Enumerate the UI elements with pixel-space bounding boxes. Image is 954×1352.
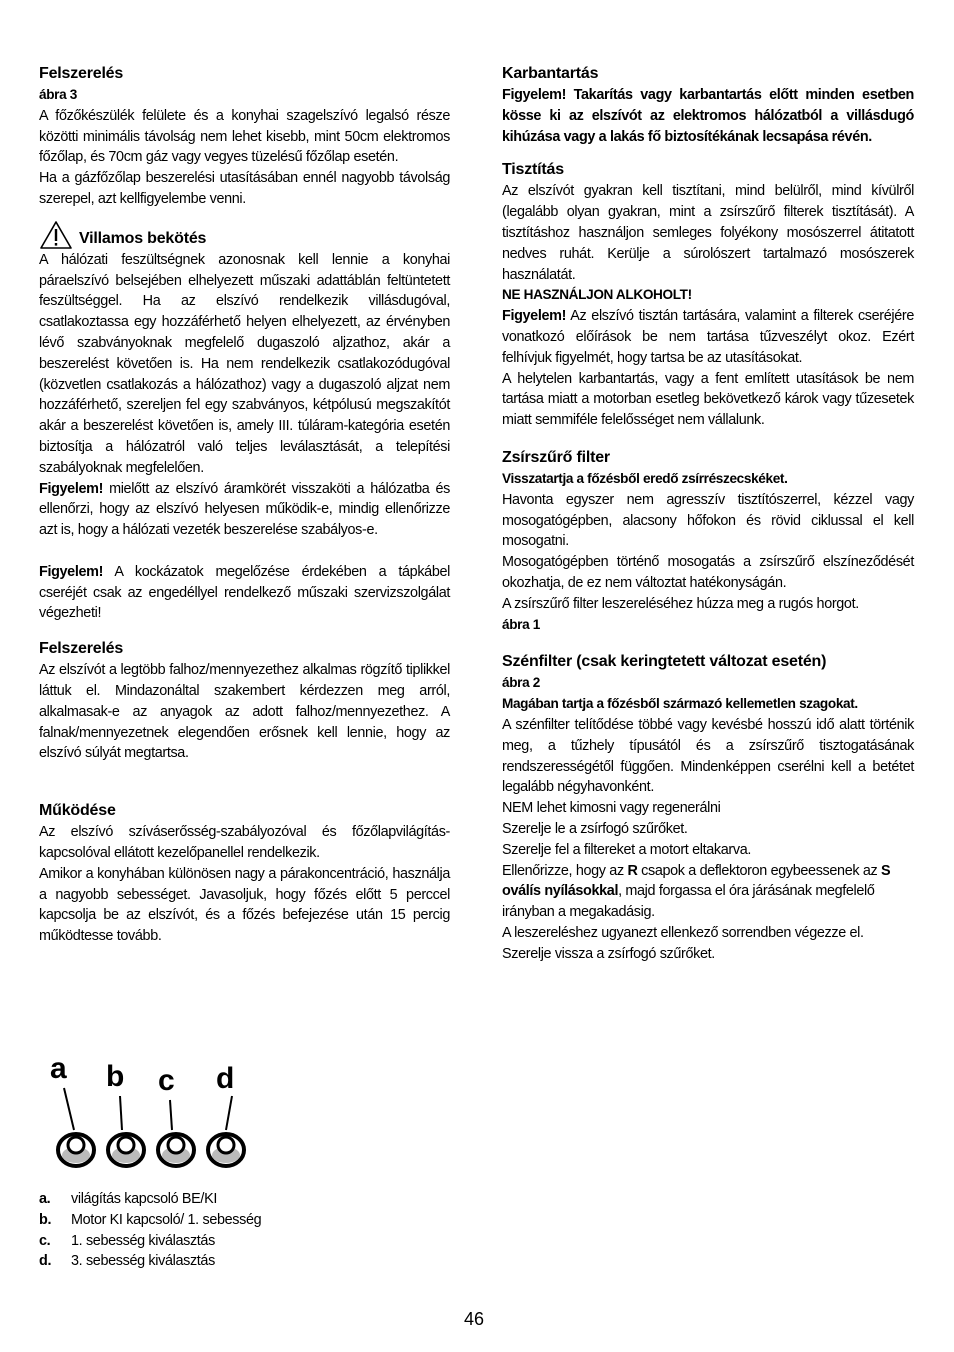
figure-label-d: d <box>216 1062 235 1095</box>
right-column <box>502 63 914 964</box>
legend-text: Motor KI kapcsoló/ 1. sebesség <box>71 1211 262 1228</box>
page-number: 46 <box>464 1309 485 1329</box>
section-title-operation: Működése <box>39 802 116 820</box>
warning-label: Figyelem! <box>39 480 104 497</box>
left-column <box>39 63 450 947</box>
warning-label: Figyelem! <box>39 563 104 580</box>
figure-legend <box>39 1189 339 1272</box>
alcohol-warning: NE HASZNÁLJON ALKOHOLT! <box>502 287 692 303</box>
legend-item <box>39 1210 339 1231</box>
electrical-heading <box>39 220 450 250</box>
figure-label-a: a <box>50 1052 67 1085</box>
text: Ellenőrizze, hogy az <box>502 862 628 879</box>
knob-d <box>208 1134 244 1166</box>
figure-ref: ábra 2 <box>502 675 540 691</box>
paragraph: A zsírszűrő filter leszereléséhez húzza meg a rugós horgot. <box>502 595 859 612</box>
warning-icon <box>39 220 73 250</box>
paragraph: A főzőkészülék felülete és a konyhai szagelszívó legalsó része közötti minimális távolság nem lehet kisebb, mint 50cm elektromos főzőlap, és 70cm gáz vagy vegyes tüzelésű főzőlap esetén. <box>39 107 450 166</box>
section-title-cleaning: Tisztítás <box>502 161 564 179</box>
paragraph <box>39 479 450 541</box>
figure-ref: ábra 3 <box>39 87 77 102</box>
paragraph: Havonta egyszer nem agresszív tisztítószerrel, kézzel vagy mosogatógépben, alacsony hőfokon és rövid ciklussal el kell mosogatni. <box>502 491 914 550</box>
paragraph: Ha a gázfőzőlap beszerelési utasításában ennél nagyobb távolság szerepel, azt kellfigyelembe venni. <box>39 170 450 207</box>
instruction-line: Szerelje le a zsírfogó szűrőket. <box>502 820 688 837</box>
paragraph: Az elszívót gyakran kell tisztítani, mind belülről, mind kívülről (legalább olyan gyakran, mint a zsírszűrő filterek tisztítását). A tisztításhoz használjon semleges folyékony mosószerrel átitatott nedves ruhát. Kerülje a súrolószert tartalmazó mosószerek használatát. <box>502 183 914 283</box>
legend-key: d. <box>39 1253 52 1270</box>
paragraph: A hálózati feszültségnek azonosnak kell lennie a konyhai páraelszívó belsejében elhelyezett műszaki adattáblán feltüntetett feszültséggel. Ha az elszívó rendelkezik villásdugóval, csatlakoztassa egy hozzáférhető helyen elhelyezett, az érvényben lévő szabványoknak megfelelő dugaszoló aljzathoz, akár a beszerelést követően is. Ha nem rendelkezik csatlakozódugóval (közvetlen csatlakozás a hálózathoz) vagy a dugaszoló aljzat nem hozzáférhető, szereljen fel egy szabványos, kétpólusú megszakítót akár a beszerelést követően is, amely III. túláram-kategória esetén biztosítja a hálózatról való teljes leválasztását, a telepítési szabályoknak megfelelően. <box>39 251 450 476</box>
legend-key: c. <box>39 1232 51 1249</box>
instruction-line: A leszereléshez ugyanezt ellenkező sorrendben végezze el. <box>502 924 864 941</box>
section-title-carbon-filter: Szénfilter (csak keringtetett változat esetén) <box>502 653 827 671</box>
section-title-maintenance: Karbantartás <box>502 65 599 82</box>
figure-ref: ábra 1 <box>502 616 540 632</box>
section-title-electrical: Villamos bekötés <box>79 229 207 247</box>
paragraph-text: A kockázatok megelőzése érdekében a tápkábel cseréjét csak az engedéllyel rendelkező műszaki szervizszolgálat végezheti! <box>39 563 450 622</box>
knob-a <box>58 1134 94 1166</box>
paragraph: Magában tartja a főzésből származó kellemetlen szagokat. <box>502 696 858 712</box>
paragraph: Amikor a konyhában különösen nagy a párakoncentráció, használja a nagyobb sebességet. Javasoljuk, hogy főzés előtt 5 perccel kapcsolja be az elszívót, és a főzés befejezése után 15 percig működtesse tovább. <box>39 865 450 945</box>
control-panel-figure <box>46 1052 252 1178</box>
section-title-installation: Felszerelés <box>39 65 124 82</box>
paragraph: A szénfilter telítődése többé vagy kevésbé hosszú idő alatt történik meg, a tűzhely típusától és a zsírszűrő tisztogatásának rendszerességétől függően. Mindenképpen cserélni kell a betétet legalább négyhavonként. <box>502 716 914 796</box>
paragraph-text: Az elszívó tisztán tartására, valamint a filterek cseréjére vonatkozó előírások be nem tartása tűzveszélyt okoz. Ezért felhívjuk figyelmét, hogy tartsa be az utasításokat. <box>502 308 914 366</box>
paragraph: Mosogatógépben történő mosogatás a zsírszűrő elszíneződését okozhatja, de ez nem változtat hatékonyságán. <box>502 554 914 591</box>
instruction-line: Szerelje fel a filtereket a motort eltakarva. <box>502 841 751 858</box>
legend-text: 3. sebesség kiválasztás <box>71 1253 215 1270</box>
instruction-line <box>502 861 914 923</box>
text: R <box>627 862 638 879</box>
legend-item <box>39 1251 339 1272</box>
section-title-grease-filter: Zsírszűrő filter <box>502 448 610 466</box>
figure-label-b: b <box>106 1060 125 1093</box>
text: S oválís nyílásokkal <box>502 862 891 900</box>
paragraph <box>502 306 914 368</box>
instruction-line: NEM lehet kimosni vagy regenerálni <box>502 800 721 817</box>
legend-item <box>39 1189 339 1210</box>
knob-b <box>108 1134 144 1166</box>
paragraph: Visszatartja a főzésből eredő zsírrészecskéket. <box>502 470 788 486</box>
figure-label-c: c <box>158 1064 175 1097</box>
legend-item <box>39 1231 339 1252</box>
paragraph: Az elszívót a legtöbb falhoz/mennyezethez alkalmas rögzítő tiplikkel láttuk el. Mindazonáltal szakembert kérdezzen meg arról, alkalmasak-e az anyagok az adott falhoz/mennyezethez. A falnak/mennyezetnek elegendően erősnek kell lennie, hogy az elszívó súlyát megtartsa. <box>39 662 450 762</box>
instruction-line: Szerelje vissza a zsírfogó szűrőket. <box>502 945 715 962</box>
legend-key: b. <box>39 1211 52 1228</box>
paragraph: Figyelem! Takarítás vagy karbantartás előtt minden esetben kösse ki az elszívót az elektromos hálózatból a villásdugó kihúzása vagy a lakás fő biztosítékának lecsapása révén. <box>502 87 914 145</box>
text: csapok a deflektoron egybeessenek az <box>637 862 881 879</box>
paragraph <box>39 562 450 624</box>
paragraph: A helytelen karbantartás, vagy a fent említett utasítások be nem tartása miatt a motorban esetleg bekövetkező károk vagy tűzesetek miatt semmiféle felelősséget nem vállalunk. <box>502 370 914 429</box>
legend-key: a. <box>39 1191 51 1207</box>
text: , majd forgassa el óra járásának megfelelő irányban a megakadásig. <box>502 883 875 921</box>
legend-text: 1. sebesség kiválasztás <box>71 1232 215 1249</box>
warning-label: Figyelem! <box>502 308 567 325</box>
knob-c <box>158 1134 194 1166</box>
section-title-mounting: Felszerelés <box>39 640 124 658</box>
paragraph-text: mielőtt az elszívó áramkörét visszaköti a hálózatba és ellenőrzi, hogy az elszívó helyesen működik-e, mindig ellenőrizze azt is, hogy a hálózati vezeték beszerelése szabályos-e. <box>39 480 450 539</box>
legend-text: világítás kapcsoló BE/KI <box>71 1191 217 1207</box>
paragraph: Az elszívó szíváserősség-szabályozóval és főzőlapvilágítás-kapcsolóval ellátott kezelőpanellel rendelkezik. <box>39 824 450 861</box>
